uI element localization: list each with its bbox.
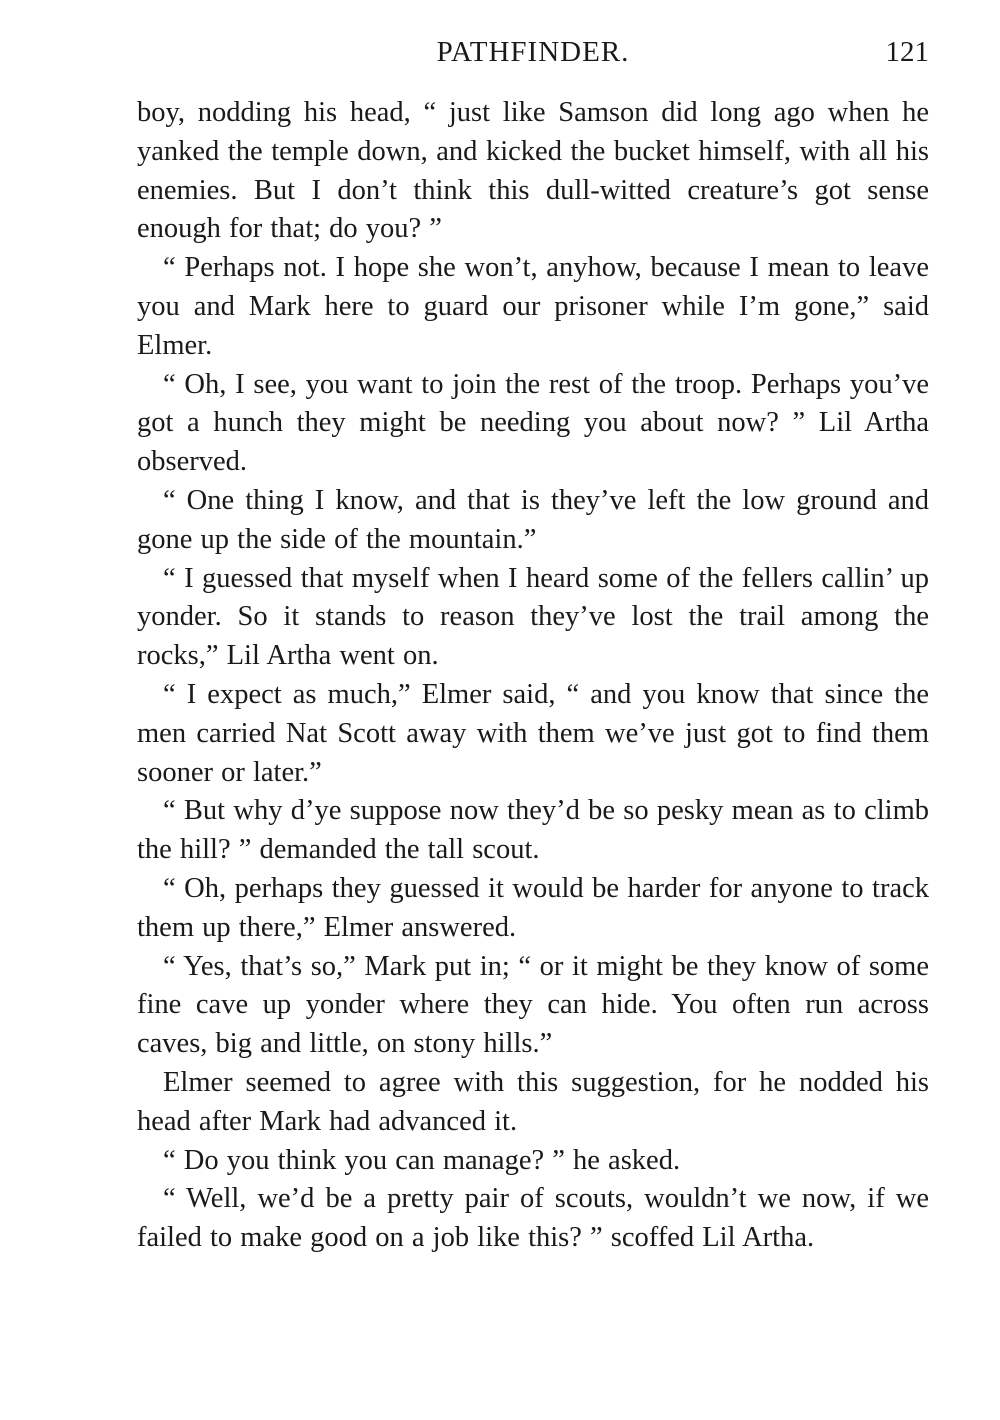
paragraph: “ Yes, that’s so,” Mark put in; “ or it might be they know of some fine cave up yonder where they can hide. You often run across caves, big and little, on stony hills.” <box>137 950 929 1060</box>
paragraph: “ Perhaps not. I hope she won’t, anyhow, because I mean to leave you and Mark here to guard our prisoner while I’m gone,” said Elmer. <box>137 252 929 361</box>
paragraph: “ Do you think you can manage? ” he asked. <box>163 1144 681 1176</box>
page-number: 121 <box>885 36 929 68</box>
book-page <box>137 30 929 1258</box>
paragraph: “ Oh, I see, you want to join the rest of the troop. Perhaps you’ve got a hunch they might be needing you about now? ” Lil Artha observed. <box>137 368 929 478</box>
paragraph: “ One thing I know, and that is they’ve left the low ground and gone up the side of the mountain.” <box>137 484 929 555</box>
paragraph: “ I guessed that myself when I heard some of the fellers callin’ up yonder. So it stands to reason they’ve lost the trail among the rocks,” Lil Artha went on. <box>137 562 929 672</box>
running-title: PATHFINDER. <box>436 36 630 68</box>
paragraph: “ I expect as much,” Elmer said, “ and you know that since the men carried Nat Scott away with them we’ve just got to find them sooner or later.” <box>137 678 929 788</box>
body-text <box>137 94 929 1258</box>
paragraph: boy, nodding his head, “ just like Samson did long ago when he yanked the temple down, and kicked the bucket himself, with all his enemies. But I don’t think this dull-witted creature’s got sense enough for that; do you? ” <box>137 97 929 245</box>
paragraph: “ Oh, perhaps they guessed it would be harder for anyone to track them up there,” Elmer answered. <box>137 872 929 943</box>
paragraph: Elmer seemed to agree with this suggestion, for he nodded his head after Mark had advanced it. <box>137 1066 929 1137</box>
page-header <box>137 30 929 80</box>
paragraph: “ But why d’ye suppose now they’d be so pesky mean as to climb the hill? ” demanded the tall scout. <box>137 795 929 866</box>
paragraph: “ Well, we’d be a pretty pair of scouts, wouldn’t we now, if we failed to make good on a job like this? ” scoffed Lil Artha. <box>137 1183 929 1254</box>
